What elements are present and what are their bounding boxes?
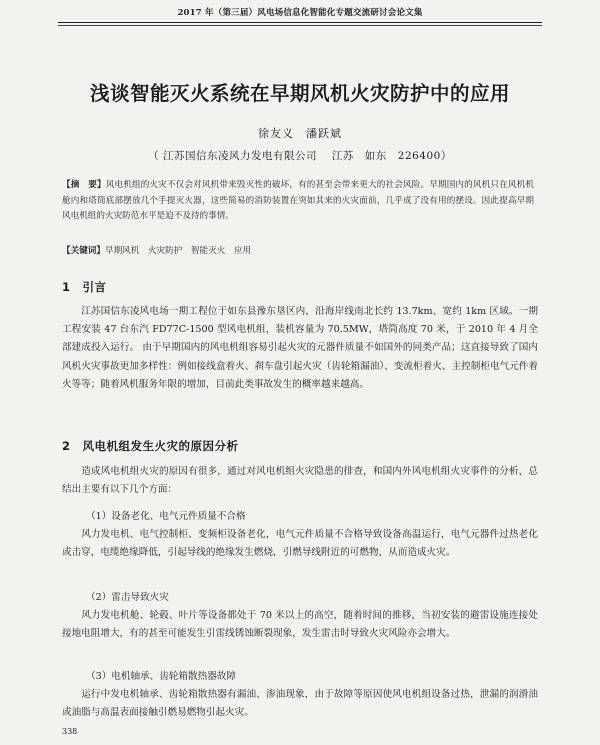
running-header: 2017 年（第三届）风电场信息化智能化专题交流研讨会论文集 bbox=[177, 8, 423, 18]
header-rule-thin bbox=[58, 25, 542, 26]
page-number: 338 bbox=[62, 727, 78, 736]
subsection-3-paragraph: 运行中发电机轴承、齿轮箱散热器有漏油、渗油现象，由于故障等原因使风电机组设备过热，泄漏的润滑油或油脂与高温表面接触引燃易燃物引起火灾。 bbox=[62, 689, 538, 719]
abstract-label: 【摘 要】 bbox=[62, 180, 106, 190]
section-1-paragraph: 江苏国信东凌风电场一期工程位于如东县豫东垦区内，沿海岸线南北长约 13.7km、宽约 1km 区域。一期工程安装 47 台东汽 FD77C-1500 型风电机组，装机容量为 70.5MW，塔筒高度 70 米，于 2010 年 4 月全部建成投入运行。 由于早期国内的风电机组容易引起火灾的元器件质量不如国外的同类产品；这直接导致了国内风机火灾事故更加多样性：例如接线盒着火、刹车盘引起火灾（齿轮箱漏油）、变流柜着火、主控制柜电气元件着火等等；随着风机服务年限的增加，目前此类事故发生的概率越来越高。 bbox=[62, 306, 538, 390]
authors: 徐友义 潘跃斌 bbox=[258, 127, 342, 140]
section-2-heading: 2 风电机组发生火灾的原因分析 bbox=[62, 439, 239, 453]
keywords-label: 【关键词】 bbox=[62, 246, 105, 256]
section-2-intro: 造成风电机组火灾的原因有很多，通过对风电机组火灾隐患的排查，和国内外风电机组火灾事件的分析，总结出主要有以下几个方面： bbox=[62, 466, 538, 496]
header-rule bbox=[58, 22, 542, 23]
affiliation: （ 江苏国信东凌风力发电有限公司 江苏 如东 226400） bbox=[148, 150, 452, 162]
subsection-3: （3）电机轴承、齿轮箱散热器故障 bbox=[86, 671, 237, 682]
keywords bbox=[62, 244, 534, 256]
section-1-heading: 1 引言 bbox=[62, 280, 107, 294]
abstract-text: 风电机组的火灾不仅会对风机带来毁灭性的破坏，有的甚至会带来更大的社会风险。早期国内的风机只在风机机舱内和塔筒底部摆放几个手提灭火器，这些简易的消防装置在突如其来的火灾面前，几乎成了没有用的摆设。因此提高早期风电机组的火灾防范水平是迫不及待的事情。 bbox=[62, 180, 534, 221]
subsection-2-paragraph: 风力发电机舱、轮毂、叶片等设备都处于 70 米以上的高空，随着时间的推移，当初安装的避雷设施连接处接地电阻增大，有的甚至可能发生引雷线锈蚀断裂现象，发生雷击时导致火灾风险亦会增大。 bbox=[62, 610, 538, 640]
keywords-text: 早期风机 火灾防护 智能灭火 应用 bbox=[104, 246, 252, 256]
paper-title: 浅谈智能灭火系统在早期风机火灾防护中的应用 bbox=[89, 82, 510, 105]
subsection-2: （2）雷击导致火灾 bbox=[86, 592, 169, 603]
subsection-1: （1）设备老化、电气元件质量不合格 bbox=[86, 511, 246, 522]
subsection-1-paragraph: 风力发电机、电气控制柜、变频柜设备老化，电气元件质量不合格导致设备高温运行，电气元器件过热老化或击穿，电缆绝缘降低，引起导线的绝缘发生燃烧，引燃导线附近的可燃物，从而造成火灾。 bbox=[62, 529, 538, 559]
abstract bbox=[62, 178, 534, 225]
